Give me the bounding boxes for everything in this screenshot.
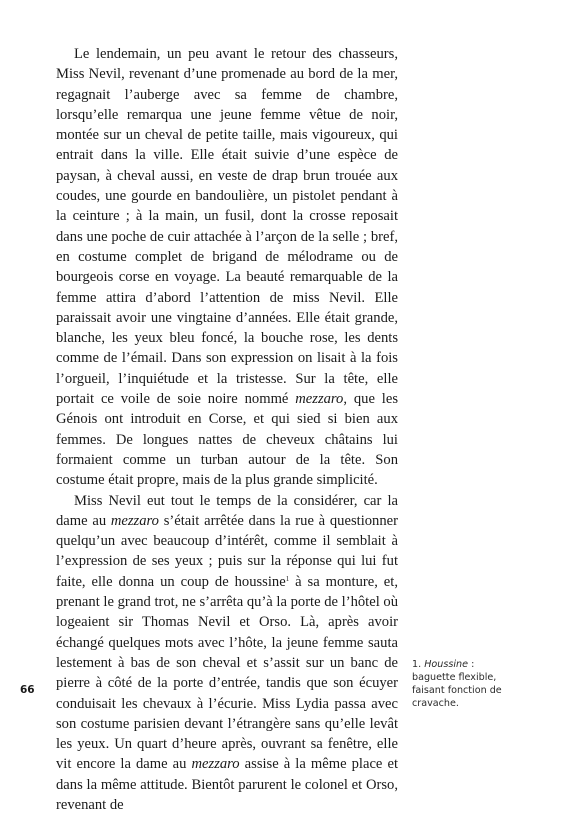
text-segment: , que les Génois ont introduit en Corse, et qui sied si bien aux femmes. De longues nattes de cheveux châtains lui formaient comme un turban autour de la tête. Son costume était propre, mais de la plus grande simplicité. xyxy=(56,391,398,489)
italic-term: mezzaro xyxy=(110,512,159,529)
paragraph xyxy=(56,491,398,815)
text-segment: Miss Nevil eut tout le temps de la considérer, car la dame au xyxy=(56,492,398,529)
paragraph xyxy=(56,44,398,491)
text-segment: à sa monture, et, prenant le grand trot, ne s’arrêta qu’à la porte de l’hôtel où logeaient sir Thomas Nevil et Orso. Là, après avoir échangé quelques mots avec l’hôte, la jeune femme sauta lestement à bas de son cheval et s’assit sur un banc de pierre à côté de la porte d’entrée, tandis que son écuyer conduisait les chevaux à l’écurie. Miss Lydia passa avec son costume parisien devant l’étrangère sans qu’elle levât les yeux. Un quart d’heure après, ouvrant sa fenêtre, elle vit encore la dame au xyxy=(56,573,398,773)
footnote-number: 1. xyxy=(412,659,422,670)
text-segment: s’était arrêtée dans la rue à questionner quelqu’un avec beaucoup d’intérêt, comme il semblait à l’expression de ses yeux ; puis sur la réponse qui lui fut faite, elle donna un coup de houssine xyxy=(56,512,398,590)
footnote xyxy=(412,658,508,710)
text-segment: Le lendemain, un peu avant le retour des chasseurs, Miss Nevil, revenant d’une promenade au bord de la mer, regagnait l’auberge avec sa femme de chambre, lorsqu’elle remarqua une jeune femme vêtue de noir, montée sur un cheval de petite taille, mais vigoureux, qui entrait dans la ville. Elle était suivie d’une espèce de paysan, à cheval aussi, en veste de drap brun trouée aux coudes, une gourde en bandoulière, un pistolet pendant à la ceinture ; à la main, un fusil, dont la crosse reposait dans une poche de cuir attachée à l’arçon de la selle ; bref, en costume complet de brigand de mélodrame ou de bourgeois corse en voyage. La beauté remarquable de la femme attira d’abord l’attention de miss Nevil. Elle paraissait avoir une vingtaine d’années. Elle était grande, blanche, les yeux bleu foncé, la bouche rose, les dents comme de l’émail. Dans son expression on lisait à la fois l’orgueil, l’inquiétude et la tristesse. Sur la tête, elle portait ce voile de soie noire nommé xyxy=(56,46,398,408)
footnote-reference: 1 xyxy=(285,574,290,583)
main-text xyxy=(56,44,398,815)
italic-term: mezzaro xyxy=(295,391,344,408)
footnote-term: Houssine xyxy=(424,659,469,670)
footnote-definition: : baguette flexible, faisant fonction de cravache. xyxy=(412,659,502,709)
italic-term: mezzaro xyxy=(191,756,240,773)
page-number: 66 xyxy=(20,684,35,696)
text-segment: assise à la même place et dans la même attitude. Bientôt parurent le colonel et Orso, revenant de xyxy=(56,756,398,813)
